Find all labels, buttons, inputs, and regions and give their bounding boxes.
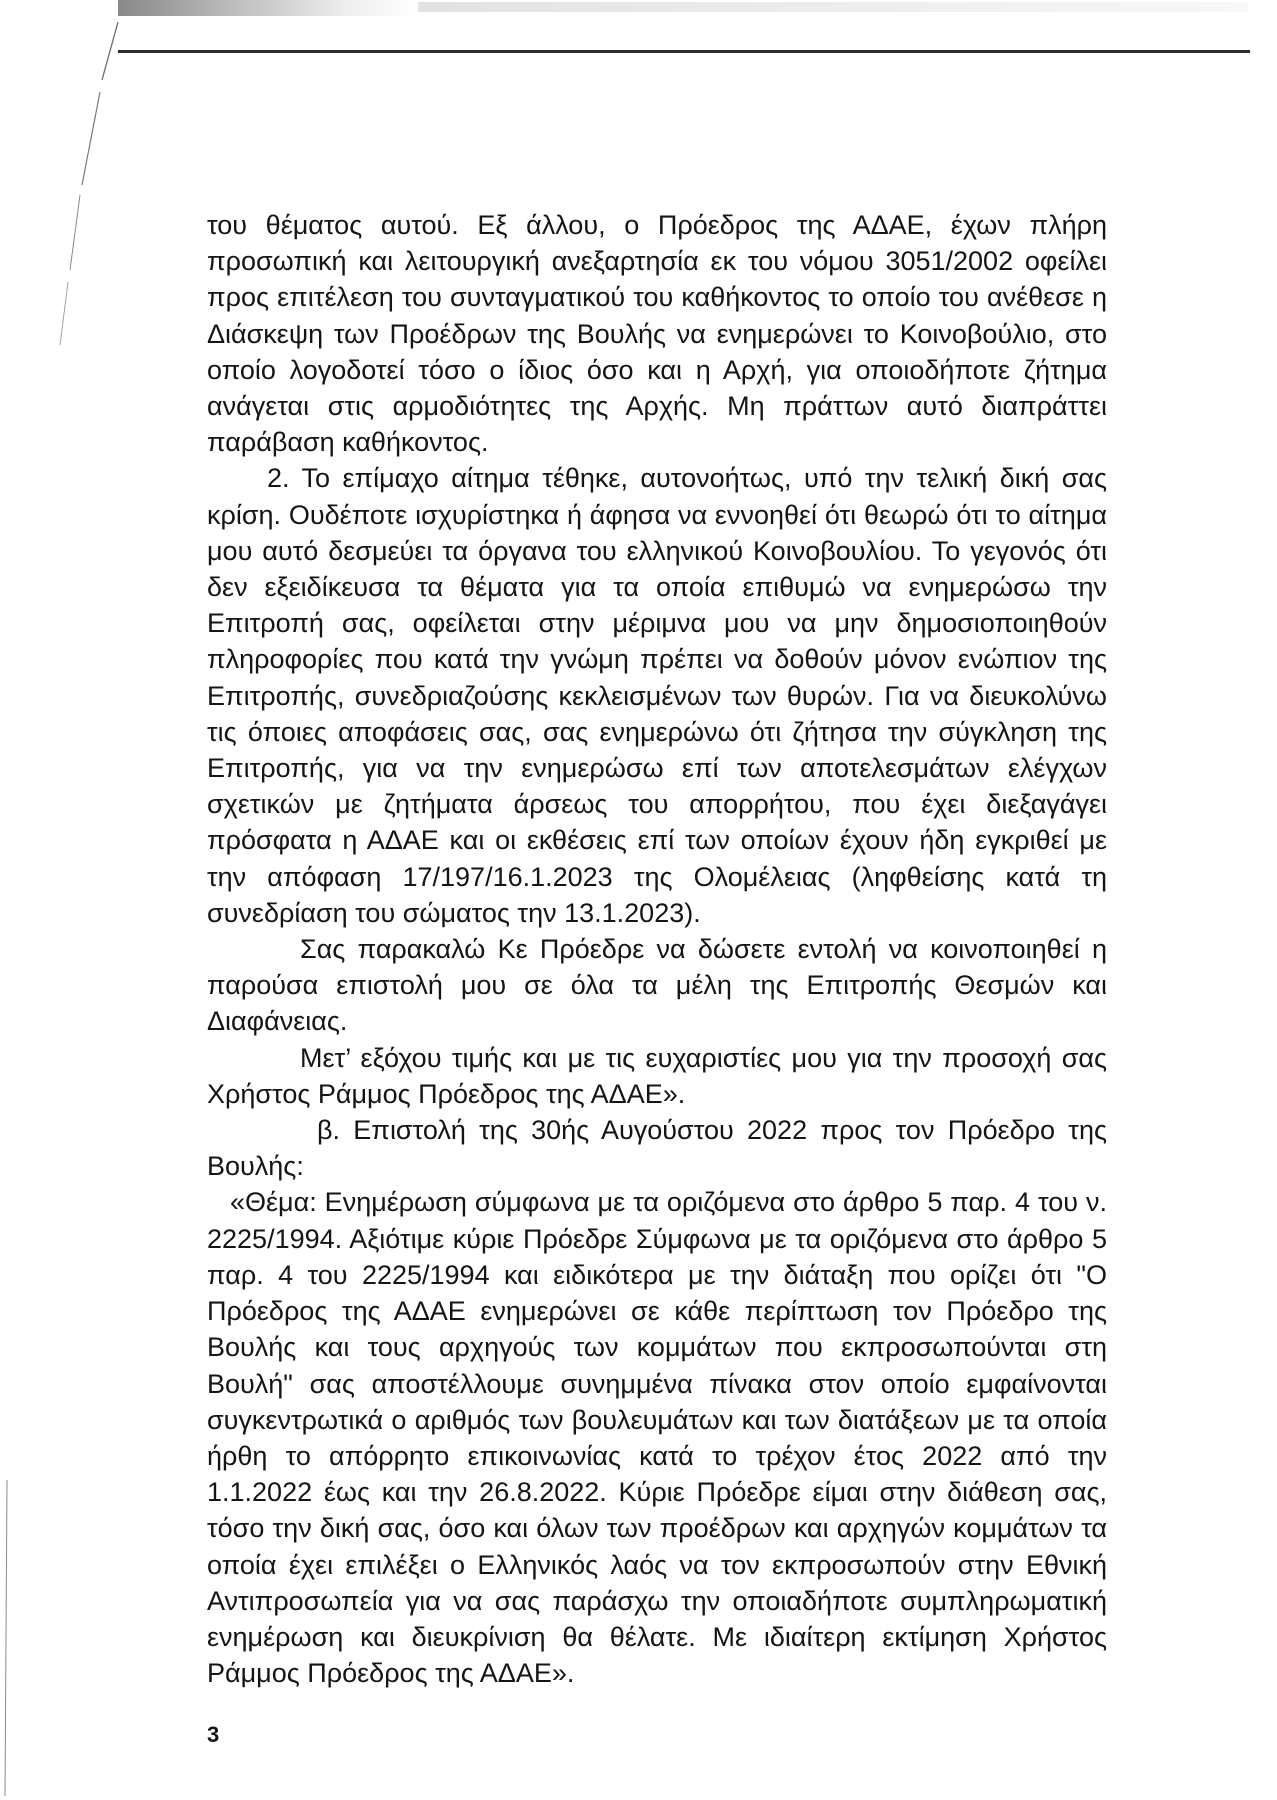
paragraph-request: Σας παρακαλώ Κε Πρόεδρε να δώσετε εντολή να κοινοποιηθεί η παρούσα επιστολή μου σε όλα τα μέλη της Επιτροπής Θεσμών και Διαφάνειας. — [207, 934, 1107, 1037]
paragraph-letter-heading: β. Επιστολή της 30ής Αυγούστου 2022 προς τον Πρόεδρο της Βουλής: — [207, 1115, 1107, 1182]
page-header-rule — [118, 50, 1250, 53]
paragraph-letter-body: «Θέμα: Ενημέρωση σύμφωνα με τα οριζόμενα στο άρθρο 5 παρ. 4 του ν. 2225/1994. Αξιότιμε κύριε Πρόεδρε Σύμφωνα με τα οριζόμενα στο άρθρο 5 παρ. 4 του 2225/1994 και ειδικότερα με την διάταξη που ορίζει ότι "Ο Πρόεδρος της ΑΔΑΕ ενημερώνει σε κάθε περίπτωση τον Πρόεδρο της Βουλής και τους αρχηγούς των κομμάτων που εκπροσωπούνται στη Βουλή" σας αποστέλλουμε συνημμένα πίνακα στον οποίο εμφαίνονται συγκεντρωτικά ο αριθμός των βουλευμάτων και των διατάξεων με τα οποία ήρθη το απόρρητο επικοινωνίας κατά το τρέχον έτος 2022 από την 1.1.2022 έως και την 26.8.2022. Κύριε Πρόεδρε είμαι στην διάθεση σας, τόσο την δική σας, όσο και όλων των προέδρων και αρχηγών κομμάτων τα οποία έχει επιλέξει ο Ελληνικός λαός να τον εκπροσωπούν στην Εθνική Αντιπροσωπεία για να σας παράσχω την οποιαδήποτε συμπληρωματική ενημέρωση και διευκρίνιση θα θέλατε. Με ιδιαίτερη εκτίμηση Χρήστος Ράμμος Πρόεδρος της ΑΔΑΕ». — [207, 1187, 1107, 1689]
document-body — [207, 207, 1107, 1691]
paragraph-closing: Μετ’ εξόχου τιμής και με τις ευχαριστίες μου για την προσοχή σας Χρήστος Ράμμος Πρόεδρος της ΑΔΑΕ». — [207, 1042, 1107, 1109]
scan-artifact-top-smudge — [118, 0, 418, 16]
paragraph-continuation: του θέματος αυτού. Εξ άλλου, ο Πρόεδρος της ΑΔΑΕ, έχων πλήρη προσωπική και λειτουργική ανεξαρτησία εκ του νόμου 3051/2002 οφείλει προς επιτέλεση του συνταγματικού του καθήκοντος το οποίο του ανέθεσε η Διάσκεψη των Προέδρων της Βουλής να ενημερώνει το Κοινοβούλιο, στο οποίο λογοδοτεί τόσο ο ίδιος όσο και η Αρχή, για οποιοδήποτε ζήτημα ανάγεται στις αρμοδιότητες της Αρχής. Μη πράττων αυτό διαπράττει παράβαση καθήκοντος. — [207, 210, 1107, 458]
paragraph-point-2: 2. Το επίμαχο αίτημα τέθηκε, αυτονοήτως, υπό την τελική δική σας κρίση. Ουδέποτε ισχυρίστηκα ή άφησα να εννοηθεί ότι θεωρώ ότι το αίτημα μου αυτό δεσμεύει τα όργανα του ελληνικού Κοινοβουλίου. Το γεγονός ότι δεν εξειδίκευσα τα θέματα για τα οποία επιθυμώ να ενημερώσω την Επιτροπή σας, οφείλεται στην μέριμνα μου να μην δημοσιοποιηθούν πληροφορίες που κατά την γνώμη πρέπει να δοθούν μόνον ενώπιον της Επιτροπής, συνεδριαζούσης κεκλεισμένων των θυρών. Για να διευκολύνω τις όποιες αποφάσεις σας, σας ενημερώνω ότι ζήτησα την σύγκληση της Επιτροπής, για να την ενημερώσω επί των αποτελεσμάτων ελέγχων σχετικών με ζητήματα άρσεως του απορρήτου, που έχει διεξαγάγει πρόσφατα η ΑΔΑΕ και οι εκθέσεις επί των οποίων έχουν ήδη εγκριθεί με την απόφαση 17/197/16.1.2023 της Ολομέλειας (ληφθείσης κατά τη συνεδρίαση του σώματος την 13.1.2023). — [207, 463, 1107, 928]
scan-artifact-left-edge — [0, 20, 130, 350]
scan-artifact-left-edge-bottom — [0, 1480, 40, 1800]
page-number: 3 — [207, 1722, 220, 1747]
scan-artifact-top-band — [418, 2, 1248, 12]
